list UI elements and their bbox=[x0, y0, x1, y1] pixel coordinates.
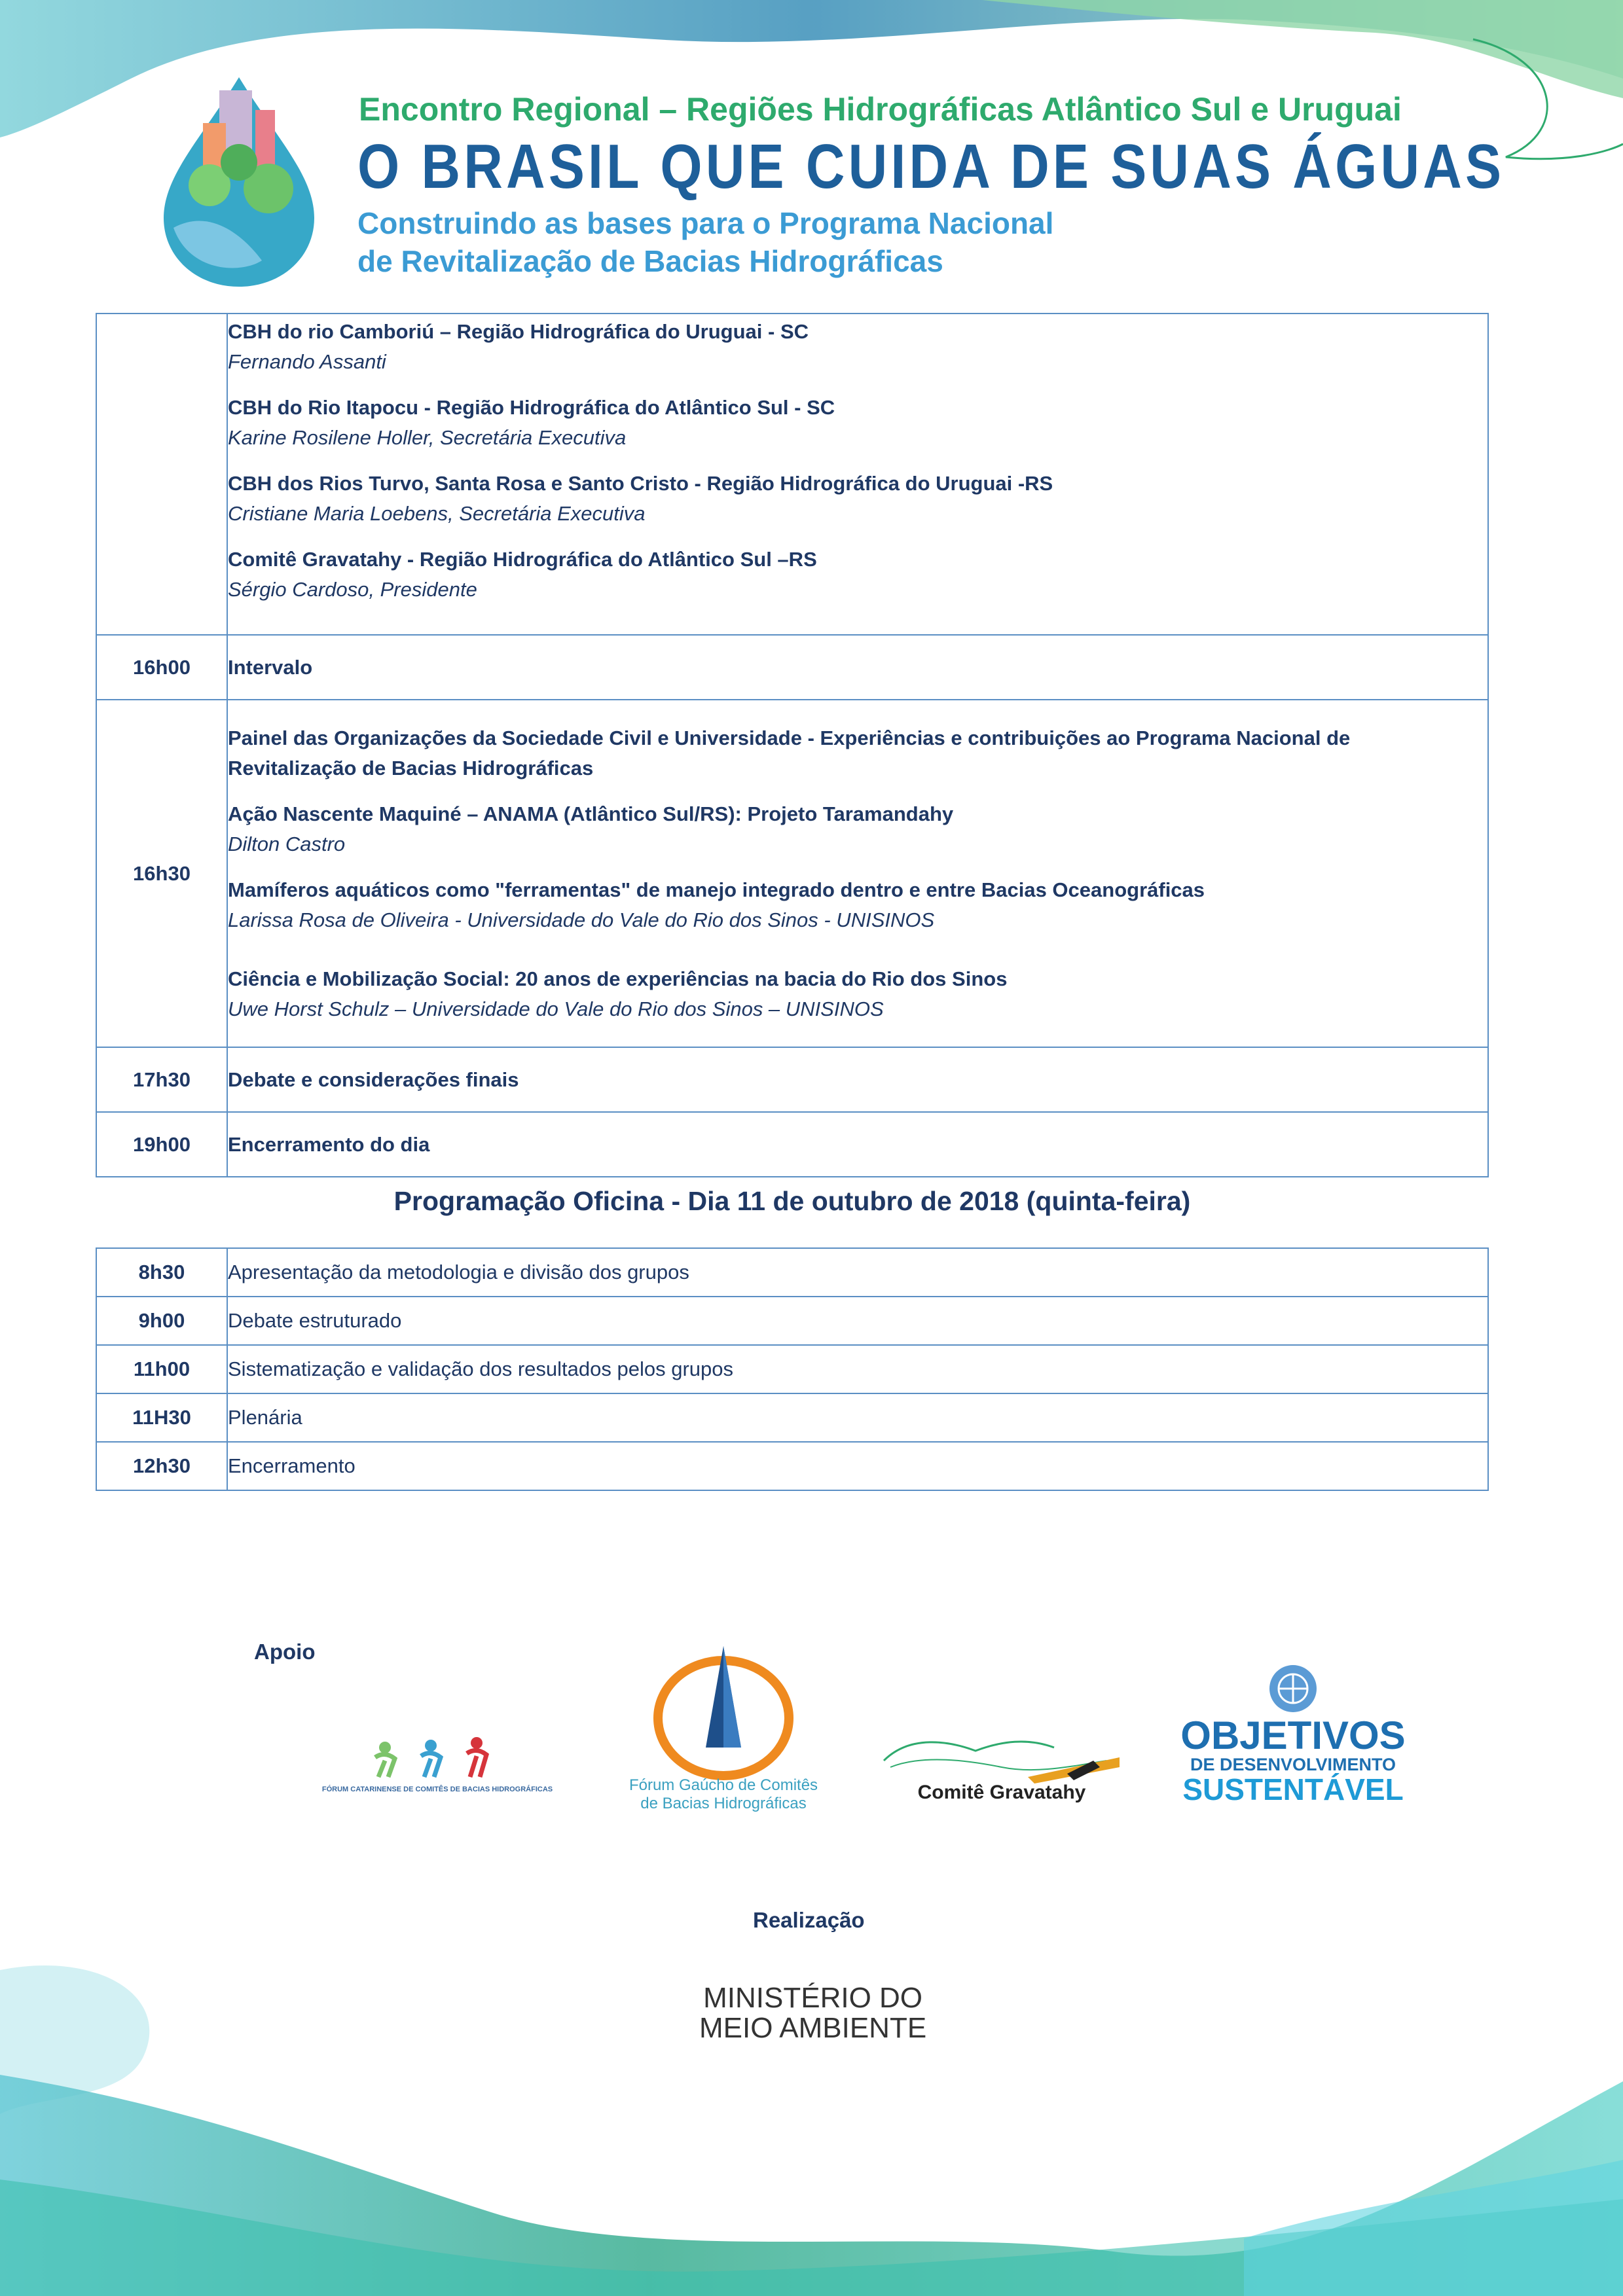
content-cell: Debate e considerações finais bbox=[227, 1047, 1488, 1112]
table-row bbox=[96, 1248, 1488, 1297]
panel-title bbox=[228, 723, 1474, 783]
content-cell: Encerramento bbox=[227, 1442, 1488, 1490]
item-person: Fernando Assanti bbox=[228, 350, 386, 373]
ods-logo bbox=[1178, 1662, 1408, 1806]
time-cell: 19h00 bbox=[96, 1112, 227, 1177]
time-cell: 12h30 bbox=[96, 1442, 227, 1490]
content-cell: Encerramento do dia bbox=[227, 1112, 1488, 1177]
list-item bbox=[228, 317, 1474, 377]
schedule-table bbox=[96, 313, 1489, 1177]
oficina-table bbox=[96, 1247, 1489, 1491]
ministerio-meio-ambiente-logo bbox=[699, 1983, 926, 2043]
table-row bbox=[96, 1112, 1488, 1177]
item-title: Comitê Gravatahy - Região Hidrográfica do Atlântico Sul –RS bbox=[228, 548, 817, 571]
table-row bbox=[96, 1047, 1488, 1112]
item-title: CBH do rio Camboriú – Região Hidrográfica do Uruguai - SC bbox=[228, 320, 809, 343]
ods-text-2: DE DESENVOLVIMENTO bbox=[1190, 1755, 1396, 1774]
comite-gravatahy-text: Comitê Gravatahy bbox=[917, 1782, 1086, 1803]
item-person: Larissa Rosa de Oliveira - Universidade do Vale do Rio dos Sinos - UNISINOS bbox=[228, 908, 935, 931]
ods-text-3: SUSTENTÁVEL bbox=[1182, 1772, 1404, 1806]
content-cell bbox=[227, 314, 1488, 635]
list-item bbox=[228, 469, 1474, 529]
item-title: Ação Nascente Maquiné – ANAMA (Atlântico Sul/RS): Projeto Taramandahy bbox=[228, 802, 954, 825]
list-item bbox=[228, 799, 1474, 859]
forum-catarinense-text: FÓRUM CATARINENSE DE COMITÊS DE BACIAS HIDROGRÁFICAS bbox=[321, 1785, 553, 1793]
item-title: Painel das Organizações da Sociedade Civil e Universidade - Experiências e contribuições ao Programa Nacional de Revitalização de Bacias Hidrográficas bbox=[228, 726, 1351, 780]
event-subtitle: Encontro Regional – Regiões Hidrográficas Atlântico Sul e Uruguai bbox=[359, 91, 1402, 128]
table-row bbox=[96, 1297, 1488, 1345]
list-item bbox=[228, 875, 1474, 935]
table-row bbox=[96, 1393, 1488, 1442]
table-row bbox=[96, 1442, 1488, 1490]
item-person: Dilton Castro bbox=[228, 832, 346, 855]
item-person: Karine Rosilene Holler, Secretária Executiva bbox=[228, 426, 627, 449]
item-person: Sérgio Cardoso, Presidente bbox=[228, 578, 477, 601]
content-cell: Debate estruturado bbox=[227, 1297, 1488, 1345]
item-title: Ciência e Mobilização Social: 20 anos de experiências na bacia do Rio dos Sinos bbox=[228, 967, 1008, 990]
content-cell: Plenária bbox=[227, 1393, 1488, 1442]
event-title: O BRASIL QUE CUIDA DE SUAS ÁGUAS bbox=[357, 132, 1505, 202]
time-cell bbox=[96, 314, 227, 635]
content-cell: Sistematização e validação dos resultados pelos grupos bbox=[227, 1345, 1488, 1393]
item-title: CBH do Rio Itapocu - Região Hidrográfica do Atlântico Sul - SC bbox=[228, 396, 835, 419]
oficina-title: Programação Oficina - Dia 11 de outubro de 2018 (quinta-feira) bbox=[393, 1186, 1191, 1216]
mma-line-2: MEIO AMBIENTE bbox=[699, 2012, 927, 2044]
comite-gravatahy-logo bbox=[871, 1721, 1133, 1806]
item-title: Mamíferos aquáticos como "ferramentas" de manejo integrado dentro e entre Bacias Oceanográficas bbox=[228, 878, 1205, 901]
ods-text-1: OBJETIVOS bbox=[1180, 1713, 1406, 1757]
time-cell: 17h30 bbox=[96, 1047, 227, 1112]
time-cell: 16h30 bbox=[96, 700, 227, 1047]
time-cell: 11H30 bbox=[96, 1393, 227, 1442]
item-person: Cristiane Maria Loebens, Secretária Executiva bbox=[228, 502, 646, 525]
forum-gaucho-text-2: de Bacias Hidrográficas bbox=[640, 1795, 807, 1812]
forum-catarinense-logo bbox=[280, 1731, 601, 1797]
list-item bbox=[228, 545, 1474, 605]
forum-gaucho-text-1: Fórum Gaúcho de Comitês bbox=[629, 1776, 818, 1794]
tagline-line-1: Construindo as bases para o Programa Nacional bbox=[357, 206, 1054, 240]
time-cell: 9h00 bbox=[96, 1297, 227, 1345]
table-row bbox=[96, 1345, 1488, 1393]
time-cell: 11h00 bbox=[96, 1345, 227, 1393]
time-cell: 16h00 bbox=[96, 635, 227, 700]
list-item bbox=[228, 393, 1474, 453]
event-tagline bbox=[357, 204, 1053, 280]
tagline-line-2: de Revitalização de Bacias Hidrográficas bbox=[357, 244, 943, 278]
content-cell bbox=[227, 700, 1488, 1047]
item-person: Uwe Horst Schulz – Universidade do Vale do Rio dos Sinos – UNISINOS bbox=[228, 997, 884, 1020]
apoio-label: Apoio bbox=[254, 1640, 316, 1664]
list-item bbox=[228, 964, 1474, 1024]
table-row bbox=[96, 314, 1488, 635]
table-row bbox=[96, 700, 1488, 1047]
content-cell: Apresentação da metodologia e divisão dos grupos bbox=[227, 1248, 1488, 1297]
item-title: CBH dos Rios Turvo, Santa Rosa e Santo Cristo - Região Hidrográfica do Uruguai -RS bbox=[228, 472, 1053, 495]
water-drop-logo bbox=[164, 77, 314, 287]
table-row bbox=[96, 635, 1488, 700]
forum-gaucho-logo bbox=[615, 1643, 825, 1820]
time-cell: 8h30 bbox=[96, 1248, 227, 1297]
realizacao-label: Realização bbox=[753, 1908, 865, 1932]
mma-line-1: MINISTÉRIO DO bbox=[703, 1982, 923, 2014]
content-cell: Intervalo bbox=[227, 635, 1488, 700]
